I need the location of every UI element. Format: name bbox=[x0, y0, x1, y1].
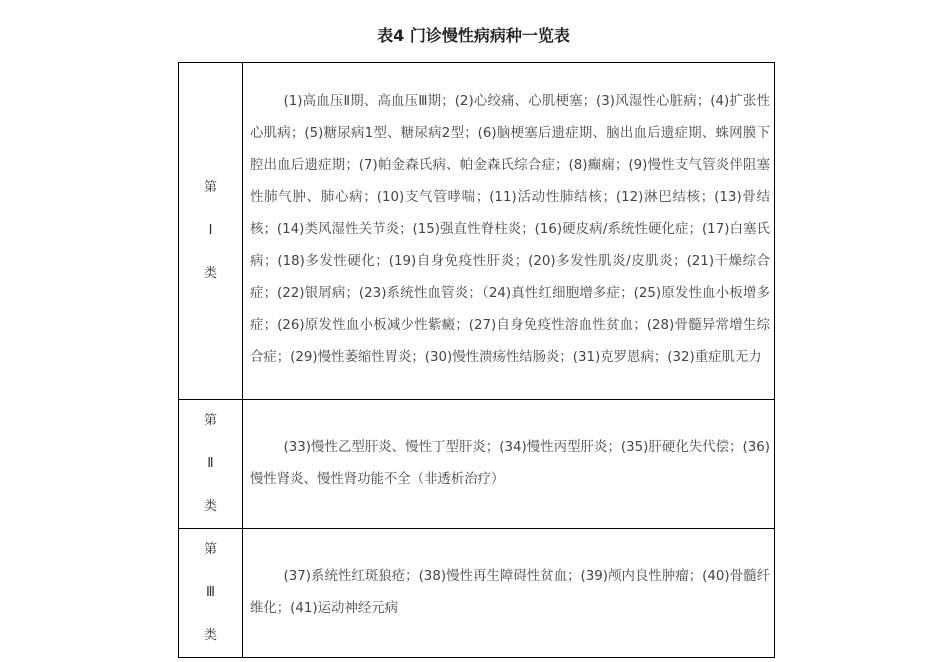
disease-table bbox=[178, 62, 775, 658]
category-1-char-1: 第 bbox=[203, 180, 217, 195]
table-row-category-3 bbox=[179, 529, 775, 658]
category-1-char-3: 类 bbox=[203, 266, 217, 281]
category-3-char-1: 第 bbox=[203, 542, 217, 557]
table-row-category-1 bbox=[179, 63, 775, 400]
category-3-char-3: 类 bbox=[203, 628, 217, 643]
table-row-category-2 bbox=[179, 400, 775, 529]
category-2-char-3: 类 bbox=[203, 499, 217, 514]
category-1-char-2: Ⅰ bbox=[208, 223, 213, 238]
category-1-diseases: (1)高血压Ⅱ期、高血压Ⅲ期；(2)心绞痛、心肌梗塞；(3)风湿性心脏病；(4)扩张性心肌病；(5)糖尿病1型、糖尿病2型；(6)脑梗塞后遗症期、脑出血后遗症期、蛛网膜下腔出血后遗症期；(7)帕金森氏病、帕金森氏综合症；(8)癫痫；(9)慢性支气管炎伴阻塞性肺气肿、肺心病；(10)支气管哮喘；(11)活动性肺结核；(12)淋巴结核；(13)骨结核；(14)类风湿性关节炎；(15)强直性脊柱炎；(16)硬皮病/系统性硬化症；(17)白塞氏病；(18)多发性硬化；(19)自身免疫性肝炎；(20)多发性肌炎/皮肌炎；(21)干燥综合症；(22)银屑病；(23)系统性血管炎；（24)真性红细胞增多症；(25)原发性血小板增多症；(26)原发性血小板减少性紫癜；(27)自身免疫性溶血性贫血；(28)骨髓异常增生综合症；(29)慢性萎缩性胃炎；(30)慢性溃疡性结肠炎；(31)克罗恩病；(32)重症肌无力 bbox=[243, 63, 775, 400]
category-2-char-1: 第 bbox=[203, 413, 217, 428]
category-2-char-2: Ⅱ bbox=[207, 456, 214, 471]
category-3-diseases: (37)系统性红斑狼疮；(38)慢性再生障碍性贫血；(39)颅内良性肿瘤；(40)骨髓纤维化；(41)运动神经元病 bbox=[243, 529, 775, 658]
category-cell-3 bbox=[179, 529, 243, 658]
category-cell-2 bbox=[179, 400, 243, 529]
category-2-diseases: (33)慢性乙型肝炎、慢性丁型肝炎；(34)慢性丙型肝炎；(35)肝硬化失代偿；(36)慢性肾炎、慢性肾功能不全（非透析治疗） bbox=[243, 400, 775, 529]
category-3-char-2: Ⅲ bbox=[206, 585, 215, 600]
table-title: 表4 门诊慢性病病种一览表 bbox=[377, 26, 570, 45]
category-cell-1 bbox=[179, 63, 243, 400]
